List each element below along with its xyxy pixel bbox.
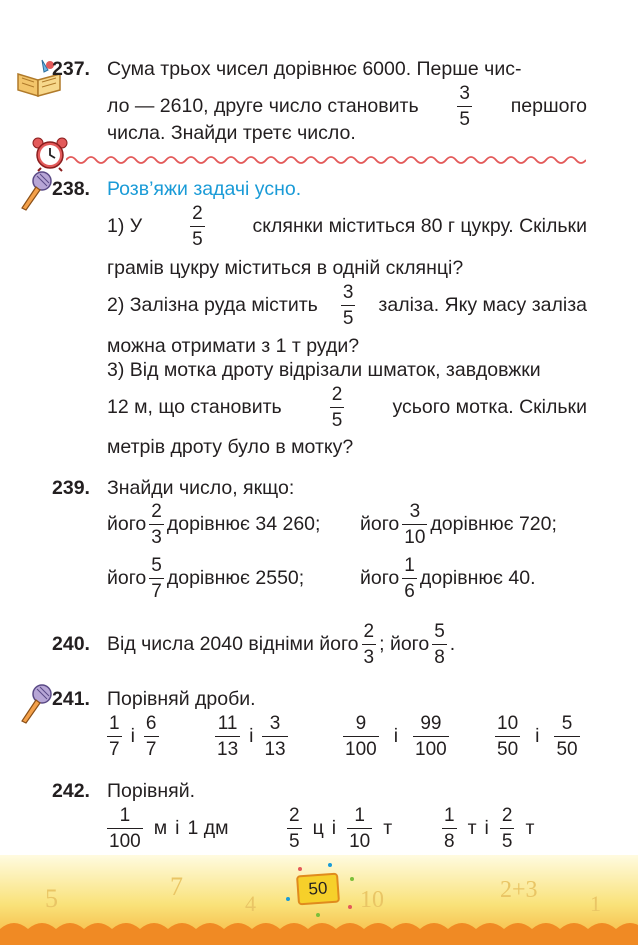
task-240-line (107, 620, 455, 668)
denominator: 50 (495, 736, 520, 759)
denominator: 5 (457, 106, 472, 129)
fraction (287, 806, 302, 851)
fraction (149, 556, 164, 601)
denominator: 8 (432, 644, 447, 667)
denominator: 10 (347, 828, 372, 851)
task-number-241: 241. (52, 688, 90, 710)
conjunction: і (175, 816, 180, 839)
numerator: 3 (269, 712, 281, 734)
numerator: 1 (119, 804, 131, 826)
fraction (190, 204, 205, 249)
denominator: 8 (442, 828, 457, 851)
text: його (360, 566, 400, 589)
band-digit: 5 (45, 884, 58, 913)
task-242-title: Порівняй. (107, 780, 196, 802)
numerator: 2 (363, 620, 375, 642)
numerator: 5 (151, 554, 162, 576)
conjunction: і (535, 724, 540, 747)
text: його (360, 512, 400, 535)
text: Сума трьох чисел дорівнює 6000. Перше чис- (107, 58, 522, 80)
task-239-item (107, 500, 320, 548)
numerator: 2 (151, 500, 162, 522)
microphone-icon (17, 683, 53, 725)
denominator: 3 (149, 524, 164, 547)
band-digit: 1 (590, 891, 601, 916)
text: його (107, 566, 147, 589)
task-number-238: 238. (52, 178, 90, 200)
denominator: 7 (144, 736, 159, 759)
text: його (107, 512, 147, 535)
text: 1) У (107, 214, 143, 237)
band-digit: 2+3 (500, 877, 538, 903)
denominator: 100 (413, 736, 449, 759)
text: дорівнює 40. (419, 566, 536, 589)
fraction (347, 806, 372, 851)
numerator: 11 (217, 712, 238, 734)
text: ; його (379, 632, 430, 655)
denominator: 13 (215, 736, 240, 759)
band-digit: 7 (170, 872, 183, 901)
fraction (362, 622, 377, 667)
fraction (107, 714, 122, 759)
task-number-239: 239. (52, 477, 90, 499)
comparison-pair (340, 712, 452, 760)
fraction (149, 502, 164, 547)
fraction (107, 806, 143, 851)
task-237-line1 (107, 58, 587, 81)
numerator: 2 (192, 202, 203, 224)
task-241-title: Порівняй дроби. (107, 688, 256, 710)
alarm-clock-icon (31, 136, 69, 172)
task-238-title: Розв’яжи задачі усно. (107, 178, 302, 200)
task-238-p2-line2: можна отримати з 1 т руди? (107, 335, 360, 357)
task-number-240: 240. (52, 633, 90, 655)
task-238-p3-line3: метрів дроту було в мотку? (107, 436, 354, 458)
text: ло — 2610, друге число становить (107, 94, 419, 117)
denominator: 5 (190, 226, 205, 249)
denominator: 7 (107, 736, 122, 759)
text: дорівнює 34 260; (166, 512, 321, 535)
text: усього мотка. Скільки (392, 395, 587, 418)
text: першого (510, 94, 587, 117)
denominator: 5 (330, 407, 345, 430)
denominator: 5 (500, 828, 515, 851)
numerator: 2 (331, 383, 343, 405)
fraction (402, 502, 427, 547)
denominator: 100 (107, 828, 143, 851)
denominator: 5 (287, 828, 302, 851)
fraction (343, 714, 379, 759)
task-239-title: Знайди число, якщо: (107, 477, 295, 499)
page-number: 50 (296, 873, 340, 906)
conjunction: і (393, 724, 399, 747)
comparison-pair (104, 712, 162, 760)
fraction (330, 385, 345, 430)
numerator: 2 (501, 804, 513, 826)
numerator: 6 (145, 712, 157, 734)
task-239-item (360, 554, 536, 602)
comparison-group (284, 804, 392, 852)
conjunction: і (484, 816, 489, 839)
text: 12 м, що становить (107, 395, 282, 418)
fraction (442, 806, 457, 851)
task-238-p1-line2: грамів цукру міститься в одній склянці? (107, 257, 464, 279)
denominator: 7 (149, 578, 164, 601)
unit: м (153, 816, 168, 839)
fraction (215, 714, 240, 759)
text: Від числа 2040 відніми його (107, 632, 359, 655)
value: 1 дм (187, 816, 229, 839)
comparison-group (439, 804, 534, 852)
numerator: 1 (109, 712, 120, 734)
numerator: 2 (289, 804, 300, 826)
denominator: 3 (362, 644, 377, 667)
unit: т (383, 816, 393, 839)
unit: т (467, 816, 477, 839)
fraction (554, 714, 579, 759)
numerator: 3 (342, 281, 354, 303)
numerator: 10 (497, 712, 519, 734)
numerator: 1 (354, 804, 365, 826)
divider-wave (66, 150, 586, 170)
denominator: 100 (343, 736, 379, 759)
task-238-p1 (107, 202, 587, 250)
fraction (457, 84, 472, 129)
fraction (144, 714, 159, 759)
task-number-242: 242. (52, 780, 90, 802)
microphone-icon (17, 170, 53, 212)
band-digit: 10 (360, 887, 384, 913)
band-digit: 4 (245, 891, 256, 916)
comparison-pair (492, 712, 583, 760)
comparison-group (104, 804, 229, 852)
numerator: 99 (420, 712, 442, 734)
denominator: 5 (341, 305, 356, 328)
comparison-pair (212, 712, 291, 760)
denominator: 10 (402, 524, 427, 547)
task-238-p2 (107, 281, 587, 329)
text: заліза. Яку масу заліза (378, 293, 587, 316)
text: 2) Залізна руда містить (107, 293, 318, 316)
task-239-item (107, 554, 304, 602)
task-238-p3-line2 (107, 383, 587, 431)
task-238-p3-line1: 3) Від мотка дроту відрізали шматок, завдовжки (107, 359, 541, 381)
fraction (432, 622, 447, 667)
fraction (402, 556, 417, 601)
text: дорівнює 720; (430, 512, 557, 535)
fraction (341, 283, 356, 328)
fraction (495, 714, 520, 759)
fraction (413, 714, 449, 759)
fraction (262, 714, 287, 759)
unit: т (525, 816, 535, 839)
conjunction: і (249, 724, 254, 747)
numerator: 9 (355, 712, 367, 734)
denominator: 13 (262, 736, 287, 759)
task-number-237: 237. (52, 58, 90, 80)
fraction (500, 806, 515, 851)
numerator: 1 (404, 554, 415, 576)
task-237-line3: числа. Знайди третє число. (107, 122, 356, 144)
numerator: 5 (434, 620, 445, 642)
denominator: 6 (402, 578, 417, 601)
numerator: 3 (409, 500, 421, 522)
task-239-item (360, 500, 557, 548)
unit: ц (312, 816, 324, 839)
text: . (449, 632, 456, 655)
numerator: 5 (561, 712, 573, 734)
denominator: 50 (554, 736, 579, 759)
text: дорівнює 2550; (166, 566, 305, 589)
conjunction: і (331, 816, 337, 839)
numerator: 3 (459, 82, 470, 104)
numerator: 1 (444, 804, 455, 826)
text: склянки міститься 80 г цукру. Скільки (252, 214, 587, 237)
conjunction: і (130, 724, 135, 747)
